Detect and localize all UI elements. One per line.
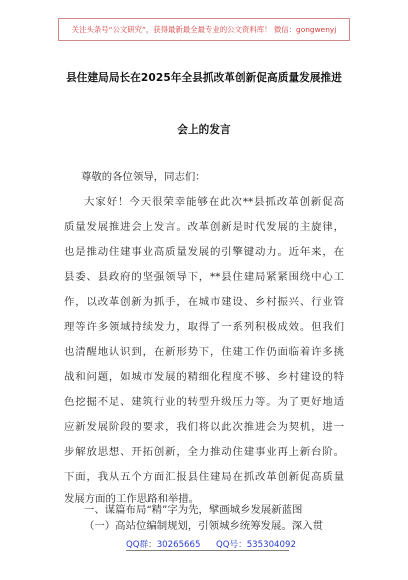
subsection-line: （一）高站位编制规划，引领城乡统筹发展。深入贯 <box>84 520 323 532</box>
body-line: 也是推动住建事业高质量发展的引擎键动力。近年来，在 <box>64 246 344 258</box>
body-line: 作，以改革创新为抓手，在城市建设、乡村振兴、行业管 <box>64 296 344 308</box>
promo-banner: 关注头条号“公文研究”，获得最新最全最专业的公文资料库！ 微信：gongwenyj <box>58 18 350 41</box>
body-line: 县委、县政府的坚强领导下，**县住建局紧紧围绕中心工 <box>64 271 344 283</box>
footer-qq-number: QQ号：535304092 <box>216 540 296 550</box>
section-heading: 一、谋篇布局“精”字为先，擘画城乡发展新蓝图 <box>84 504 303 516</box>
body-line: 也清醒地认识到，在新形势下，住建工作仍面临着许多挑 <box>64 346 344 358</box>
document-title-line-2: 会上的发言 <box>177 124 231 136</box>
body-line: 应新发展阶段的要求，我们将以此次推进会为契机，进一 <box>64 421 344 433</box>
footer-qq-group: QQ群：30265665 <box>126 540 201 550</box>
body-line: 色挖掘不足、建筑行业的转型升级压力等。为了更好地适 <box>64 396 344 408</box>
document-title-line-1: 县住建局局长在2025年全县抓改革创新促高质量发展推进 <box>66 72 342 84</box>
body-line: 质量发展推进会上发言。改革创新是时代发展的主旋律， <box>64 221 344 233</box>
body-line: 步解放思想、开拓创新，全力推动住建事业再上新台阶。 <box>64 446 344 458</box>
body-line: 下面，我从五个方面汇报县住建局在抓改革创新促高质量 <box>64 471 344 483</box>
greeting: 尊敬的各位领导，同志们： <box>81 171 206 183</box>
body-line: 理等许多领域持续发力，取得了一系列积极成效。但我们 <box>64 321 344 333</box>
body-line: 战和问题，如城市发展的精细化程度不够、乡村建设的特 <box>64 371 344 383</box>
body-line: 发展方面的工作思路和举措。 <box>64 493 200 505</box>
body-line: 大家好！今天很荣幸能够在此次**县抓改革创新促高 <box>84 196 344 208</box>
footer-underline <box>126 550 289 551</box>
